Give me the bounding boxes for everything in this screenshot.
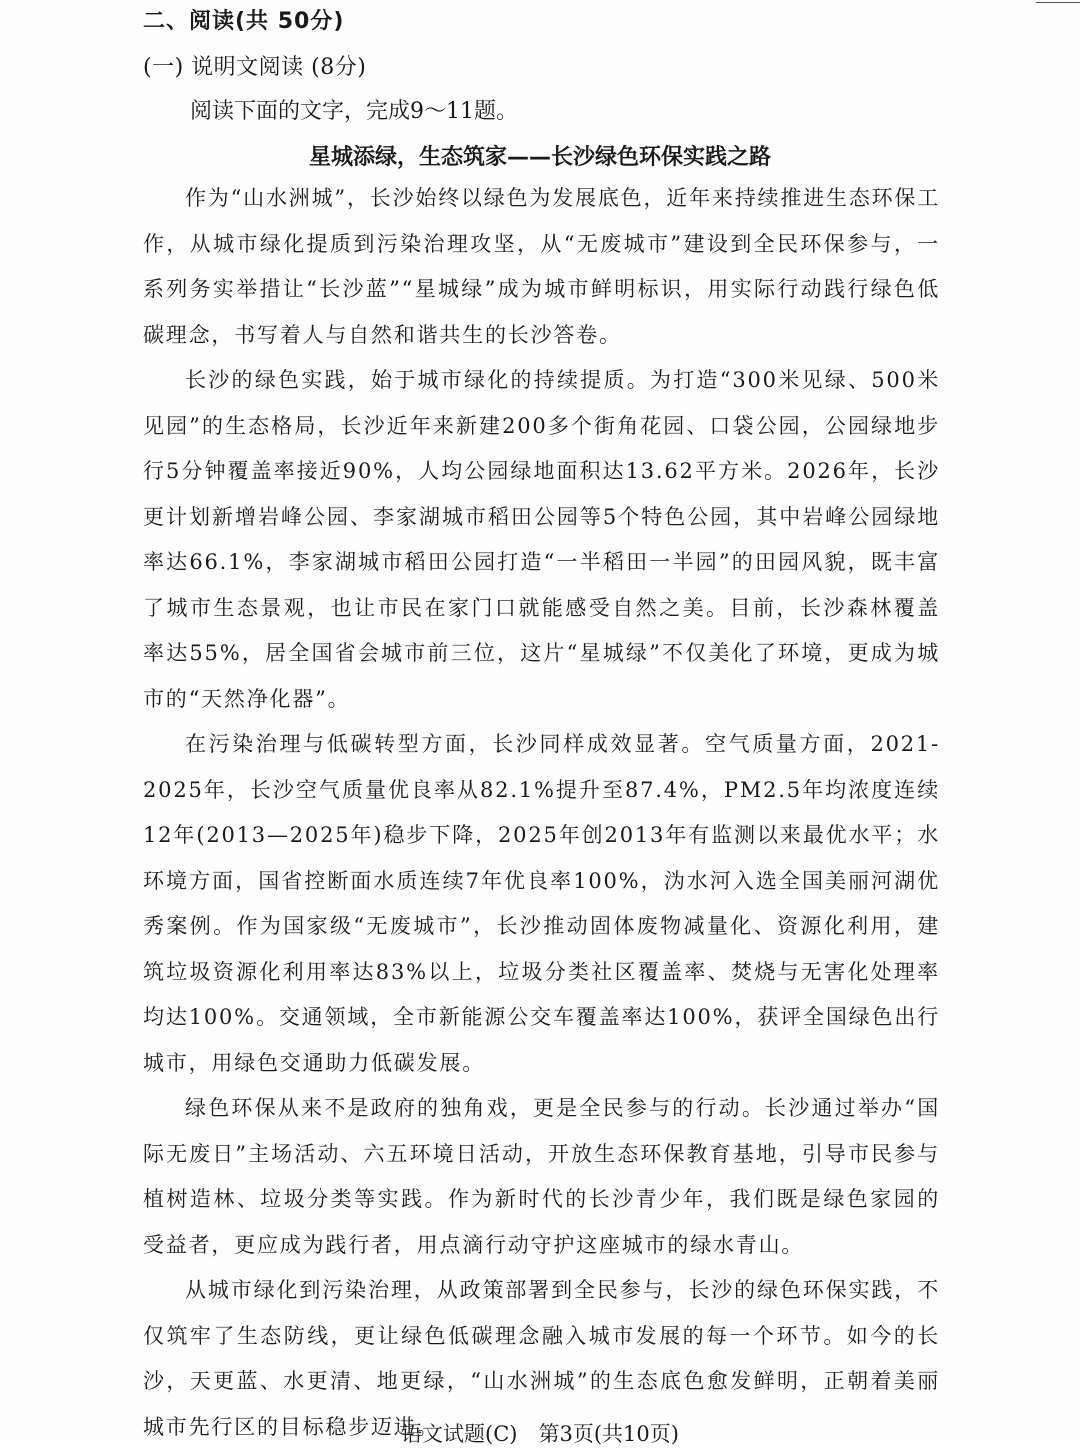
article-paragraph-3: 在污染治理与低碳转型方面，长沙同样成效显著。空气质量方面，2021-2025年，长沙空气质量优良率从82.1%提升至87.4%，PM2.5年均浓度连续12年(2013—2025年)稳步下降，2025年创2013年有监测以来最优水平；水环境方面，国省控断面水质连续7年优良率100%，沩水河入选全国美丽河湖优秀案例。作为国家级“无废城市”，长沙推动固体废物减量化、资源化利用，建筑垃圾资源化利用率达83%以上，垃圾分类社区覆盖率、焚烧与无害化处理率均达100%。交通领域，全市新能源公交车覆盖率达100%，获评全国绿色出行城市，用绿色交通助力低碳发展。 — [143, 732, 940, 1075]
reading-instruction: 阅读下面的文字，完成9～11题。 — [190, 99, 518, 124]
subsection-heading: (一) 说明文阅读 (8分) — [143, 55, 367, 80]
article-paragraph-2: 长沙的绿色实践，始于城市绿化的持续提质。为打造“300米见绿、500米见园”的生态格局，长沙近年来新建200多个街角花园、口袋公园，公园绿地步行5分钟覆盖率接近90%，人均公园绿地面积达13.62平方米。2026年，长沙更计划新增岩峰公园、李家湖城市稻田公园等5个特色公园，其中岩峰公园绿地率达66.1%，李家湖城市稻田公园打造“一半稻田一半园”的田园风貌，既丰富了城市生态景观，也让市民在家门口就能感受自然之美。目前，长沙森林覆盖率达55%，居全国省会城市前三位，这片“星城绿”不仅美化了环境，更成为城市的“天然净化器”。 — [143, 368, 940, 711]
article-body — [143, 176, 940, 1450]
page-footer: 语文试题(C) 第3页(共10页) — [401, 1422, 679, 1446]
article-paragraph-5: 从城市绿化到污染治理，从政策部署到全民参与，长沙的绿色环保实践，不仅筑牢了生态防线，更让绿色低碳理念融入城市发展的每一个环节。如今的长沙，天更蓝、水更清、地更绿，“山水洲城”的生态底色愈发鲜明，正朝着美丽城市先行区的目标稳步迈进。 — [143, 1278, 940, 1439]
article-paragraph-4: 绿色环保从来不是政府的独角戏，更是全民参与的行动。长沙通过举办“国际无废日”主场活动、六五环境日活动，开放生态环保教育基地，引导市民参与植树造林、垃圾分类等实践。作为新时代的长沙青少年，我们既是绿色家园的受益者，更应成为践行者，用点滴行动守护这座城市的绿水青山。 — [143, 1096, 940, 1257]
corner-divider — [1036, 2, 1080, 3]
article-title: 星城添绿，生态筑家——长沙绿色环保实践之路 — [308, 145, 771, 170]
page-corner-mark — [1036, 0, 1080, 6]
article-paragraph-1: 作为“山水洲城”，长沙始终以绿色为发展底色，近年来持续推进生态环保工作，从城市绿化提质到污染治理攻坚，从“无废城市”建设到全民环保参与，一系列务实举措让“长沙蓝”“星城绿”成为城市鲜明标识，用实际行动践行绿色低碳理念，书写着人与自然和谐共生的长沙答卷。 — [143, 186, 940, 347]
section-heading: 二、阅读(共 50分) — [143, 9, 345, 34]
